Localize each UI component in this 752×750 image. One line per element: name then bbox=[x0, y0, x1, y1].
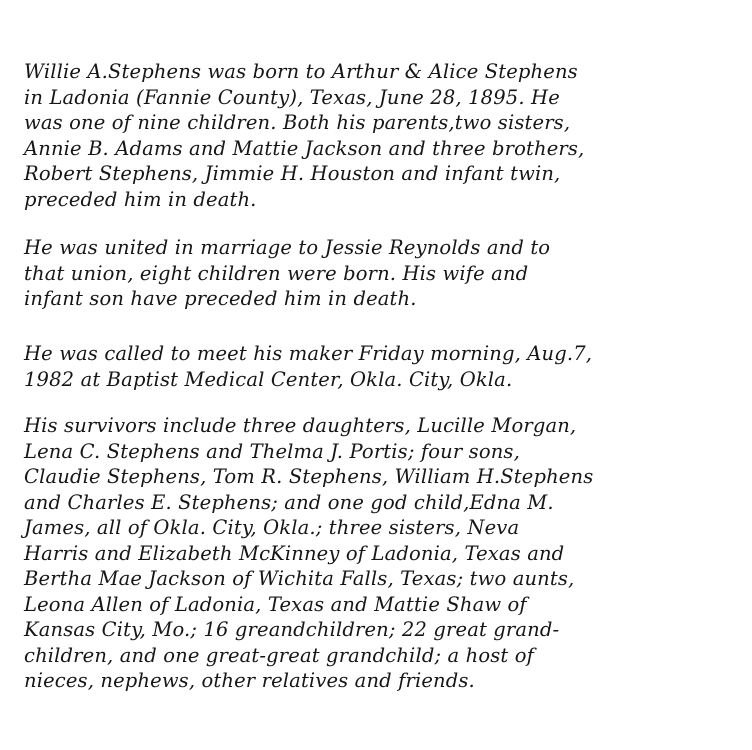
text-line: nieces, nephews, other relatives and friends. bbox=[24, 669, 475, 692]
text-line: Claudie Stephens, Tom R. Stephens, William H.Stephens bbox=[24, 465, 594, 488]
text-line: Lena C. Stephens and Thelma J. Portis; four sons, bbox=[24, 439, 520, 463]
text-line: He was united in marriage to Jessie Reynolds and to bbox=[24, 236, 551, 259]
text-line: Harris and Elizabeth McKinney of Ladonia, Texas and bbox=[24, 541, 565, 565]
text-line: His survivors include three daughters, Lucille Morgan, bbox=[24, 414, 577, 437]
text-line: Robert Stephens, Jimmie H. Houston and infant twin, bbox=[24, 162, 561, 185]
paragraph-death bbox=[24, 341, 592, 392]
text-line: He was called to meet his maker Friday morning, Aug.7, bbox=[24, 342, 593, 365]
text-line: Willie A.Stephens was born to Arthur & Alice Stephens bbox=[24, 60, 578, 83]
text-line: Kansas City, Mo.; 16 greandchildren; 22 great grand- bbox=[24, 618, 560, 641]
text-line: in Ladonia (Fannie County), Texas, June 28, 1895. He bbox=[24, 85, 560, 109]
text-line: was one of nine children. Both his parents,two sisters, bbox=[24, 111, 571, 134]
paragraph-survivors bbox=[24, 413, 593, 694]
text-line: Bertha Mae Jackson of Wichita Falls, Texas; two aunts, bbox=[24, 567, 575, 590]
text-line: children, and one great-great grandchild; a host of bbox=[24, 643, 535, 667]
paragraph-birth bbox=[24, 59, 584, 212]
paragraph-marriage bbox=[24, 235, 550, 312]
text-line: and Charles E. Stephens; and one god child,Edna M. bbox=[24, 490, 554, 514]
text-line: James, all of Okla. City, Okla.; three sisters, Neva bbox=[24, 516, 520, 539]
text-line: Leona Allen of Ladonia, Texas and Mattie Shaw of bbox=[24, 592, 527, 616]
text-line: that union, eight children were born. His wife and bbox=[24, 261, 529, 285]
text-line: Annie B. Adams and Mattie Jackson and three brothers, bbox=[24, 136, 585, 160]
text-line: preceded him in death. bbox=[24, 187, 257, 211]
text-line: 1982 at Baptist Medical Center, Okla. City, Okla. bbox=[24, 367, 513, 391]
text-line: infant son have preceded him in death. bbox=[24, 287, 417, 310]
